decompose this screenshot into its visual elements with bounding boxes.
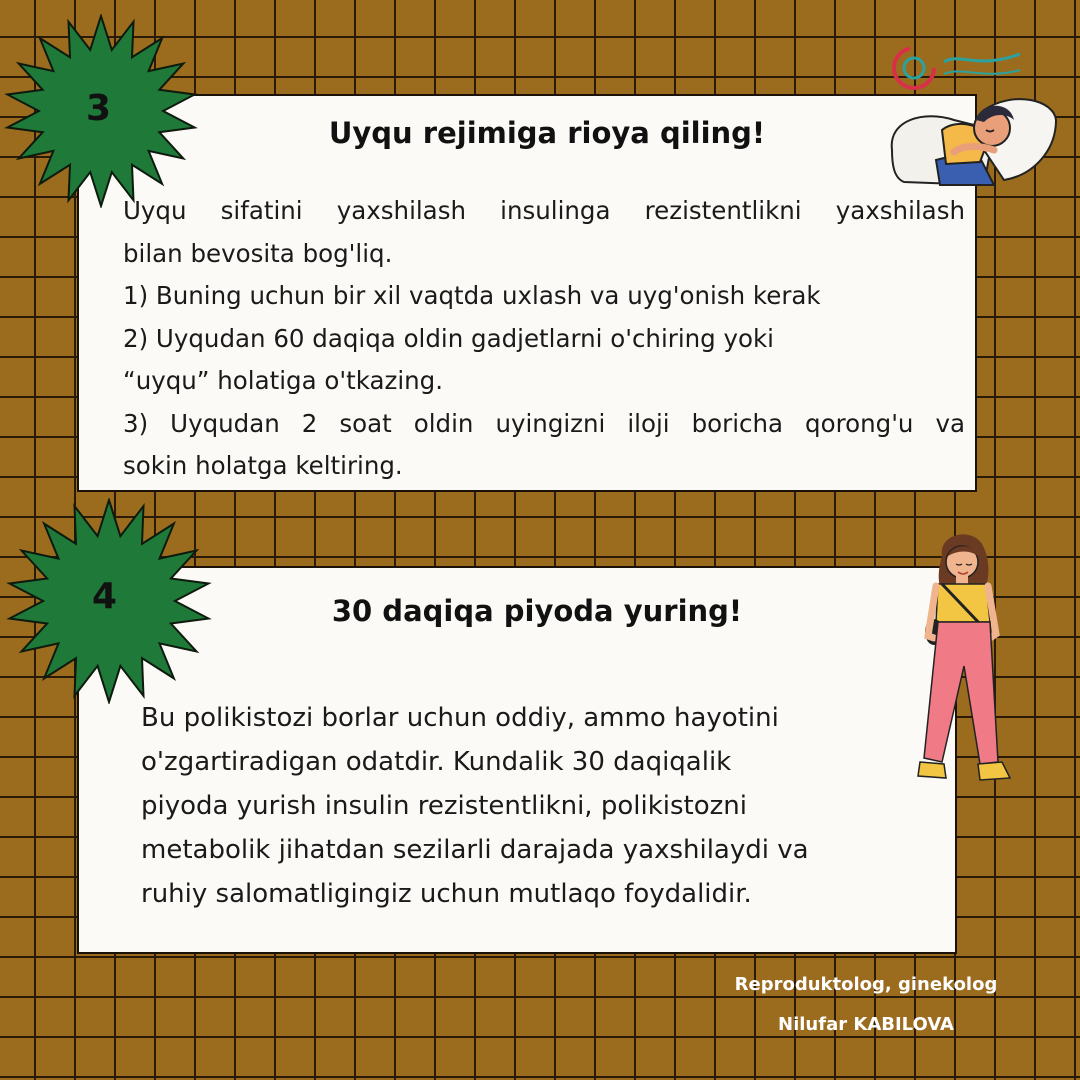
tip-line: sokin holatga keltiring. <box>123 451 403 480</box>
tip-line: Uyqu sifatini yaxshilash insulinga rezistentlikni yaxshilash <box>123 196 965 225</box>
tip-line: bilan bevosita bog'liq. <box>123 238 393 268</box>
tip-line: Bu polikistozi borlar uchun oddiy, ammo hayotini <box>141 703 779 733</box>
tip-card-sleep <box>77 94 977 492</box>
tip-number: 4 <box>92 576 118 617</box>
tip-body <box>141 696 911 916</box>
tip-line: piyoda yurish insulin rezistentlikni, polikistozni <box>141 791 747 821</box>
tip-line: 2) Uyqudan 60 daqiqa oldin gadjetlarni o'chiring yoki <box>123 323 774 353</box>
tip-line: o'zgartiradigan odatdir. Kundalik 30 daqiqalik <box>141 747 732 777</box>
tip-title: Uyqu rejimiga rioya qiling! <box>328 116 766 150</box>
tip-line: metabolik jihatdan sezilarli darajada yaxshilaydi va <box>141 835 809 865</box>
tip-number: 3 <box>86 88 112 129</box>
tip-line: 3) Uyqudan 2 soat oldin uyingizni iloji boricha qorong'u va <box>123 408 965 438</box>
walking-woman-illustration <box>912 526 1022 788</box>
author-name: Nilufar KABILOVA <box>778 1014 954 1035</box>
author-role: Reproduktolog, ginekolog <box>734 974 998 995</box>
clinic-logo-icon <box>888 40 1028 96</box>
tip-body <box>123 190 965 488</box>
tip-line: ruhiy salomatligingiz uchun mutlaqo foydalidir. <box>141 879 752 909</box>
tip-line: 1) Buning uchun bir xil vaqtda uxlash va uyg'onish kerak <box>123 281 821 310</box>
tip-title: 30 daqiqa piyoda yuring! <box>331 594 743 628</box>
tip-line: “uyqu” holatiga o'tkazing. <box>123 366 444 395</box>
sleeping-person-illustration <box>884 90 1060 190</box>
